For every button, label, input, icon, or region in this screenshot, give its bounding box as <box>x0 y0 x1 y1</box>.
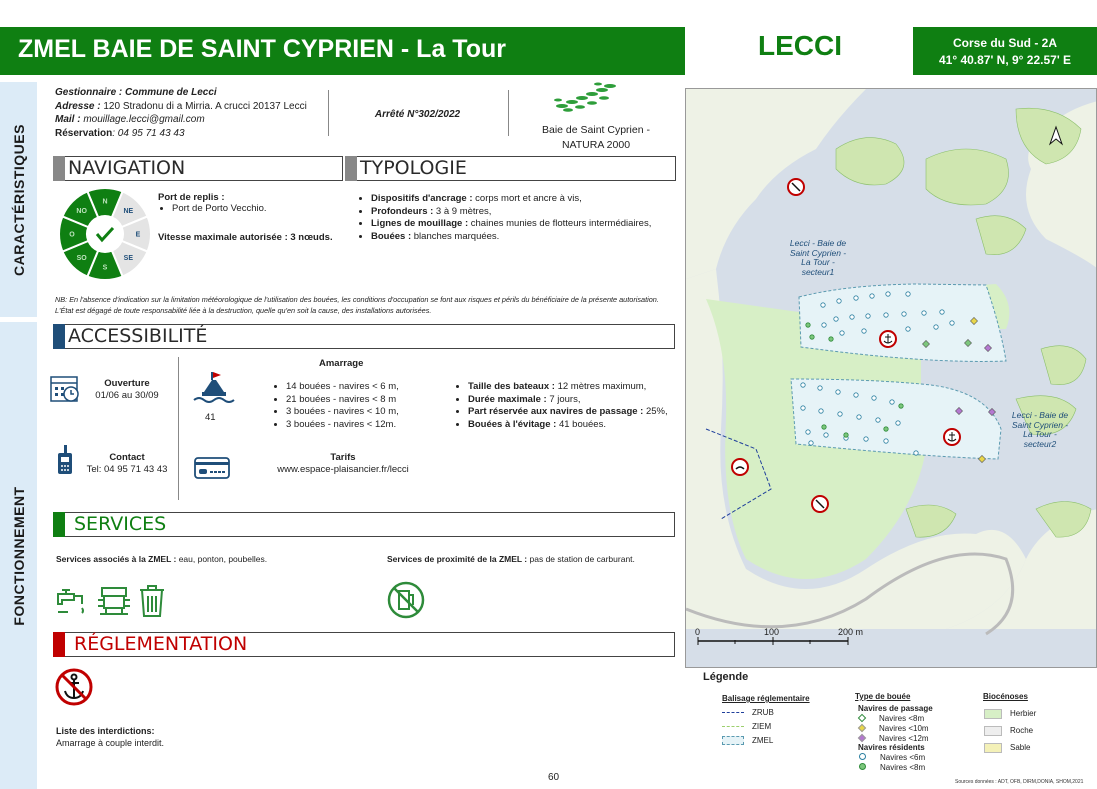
legend-roche: Roche <box>984 726 1036 743</box>
map-buoy <box>809 441 813 445</box>
map-buoy <box>822 425 826 429</box>
interdictions-value: Amarrage à couple interdit. <box>56 738 165 748</box>
map-buoy <box>896 421 900 425</box>
side-tab-caracteristiques <box>0 82 37 317</box>
legend-passage-12m: Navires <12m <box>859 734 929 744</box>
map-buoy <box>818 386 822 390</box>
map-buoy <box>876 418 880 422</box>
nb-note: NB: En l'absence d'indication sur la limitation météorologique de l'utilisation des bouées, les conditions d'occupation se font aux risques et périls du bénéficiaire de la présente autorisation. L'État est dégagé de toute responsabilité liée à la destruction, quelle qu'en soit la cause, des installations autorisées. <box>55 295 659 315</box>
map-buoy <box>837 299 841 303</box>
page-number: 60 <box>548 772 560 783</box>
legend-herbier: Herbier <box>984 709 1036 726</box>
side-tab-fonctionnement <box>0 322 37 789</box>
interdictions <box>56 725 164 749</box>
opening-dates: 01/06 au 30/09 <box>95 390 159 401</box>
rose-center <box>89 218 121 250</box>
harbour-rules-list <box>454 381 679 431</box>
map-buoy <box>854 296 858 300</box>
divider <box>508 90 509 136</box>
contact-label: Contact <box>109 452 145 463</box>
contact-phone: Tel: 04 95 71 43 43 <box>86 464 168 475</box>
map-buoy <box>862 329 866 333</box>
accessibilite-head: ACCESSIBILITÉ <box>53 324 675 349</box>
legend-title: Légende <box>703 671 749 683</box>
scale-200: 200 m <box>838 627 864 637</box>
page-title: ZMEL BAIE DE SAINT CYPRIEN - La Tour <box>0 27 685 75</box>
map-buoy <box>902 312 906 316</box>
rose-label: O <box>69 231 75 239</box>
map-buoy <box>838 412 842 416</box>
divider <box>328 90 329 136</box>
legend-balisage-title: Balisage réglementaire <box>722 694 810 703</box>
list-item: • 3 bouées - navires < 10 m, <box>286 406 442 419</box>
region-name: Corse du Sud - 2A <box>952 36 1057 50</box>
contact-block <box>84 452 170 476</box>
list-item: • Durée maximale : 7 jours, <box>468 394 679 407</box>
map-buoy <box>857 415 861 419</box>
interdictions-label: Liste des interdictions: <box>56 726 155 736</box>
map-buoy <box>872 396 876 400</box>
legend-resident-8m: Navires <8m <box>859 763 925 773</box>
map-buoy <box>836 390 840 394</box>
map-buoy <box>801 406 805 410</box>
manager: Gestionnaire : Commune de Lecci <box>55 87 217 98</box>
map-buoy <box>864 437 868 441</box>
rose-label: NE <box>123 208 134 216</box>
side-label-caracteristiques: CARACTÉRISTIQUES <box>10 123 27 276</box>
list-item: • 14 bouées - navires < 6 m, <box>286 381 442 394</box>
map-buoy <box>940 310 944 314</box>
reglementation-head: RÉGLEMENTATION <box>53 632 675 657</box>
legend-bouee-title: Type de bouée <box>855 692 911 701</box>
port-value: • Port de Porto Vecchio. <box>172 203 338 216</box>
legend-sources: Sources données : ADT, OFB, DIRM,DONIA, SHOM,2021 <box>955 779 1084 785</box>
map-buoy <box>870 294 874 298</box>
map <box>685 88 1097 668</box>
port-label: Port de replis : <box>158 192 225 203</box>
coordinates: 41° 40.87' N, 9° 22.57' E <box>938 53 1072 67</box>
legend-passage-title: Navires de passage <box>858 704 933 713</box>
tarifs-link: www.espace-plaisancier.fr/lecci <box>277 464 409 475</box>
map-buoy <box>914 451 918 455</box>
services-head: SERVICES <box>53 512 675 537</box>
amarrage-list <box>272 381 442 431</box>
map-buoy <box>899 404 903 408</box>
list-item: • Profondeurs : 3 à 9 mètres, <box>371 206 677 219</box>
map-buoy <box>806 430 810 434</box>
legend-sable: Sable <box>984 743 1036 760</box>
legend-passage-10m: Navires <10m <box>859 724 929 734</box>
natura-fish-logo <box>550 80 620 121</box>
scale-100: 100 <box>764 627 780 637</box>
map-buoy <box>886 292 890 296</box>
commune-name: LECCI <box>758 30 842 61</box>
map-buoy <box>906 327 910 331</box>
list-item: • Bouées à l'évitage : 41 bouées. <box>468 419 679 432</box>
list-item: • Taille des bateaux : 12 mètres maximum, <box>468 381 679 394</box>
buoy-icon <box>192 370 236 411</box>
legend-ziem: ZIEM <box>722 722 774 736</box>
map-buoy <box>829 337 833 341</box>
map-buoy <box>850 315 854 319</box>
rose-label: SE <box>123 254 134 262</box>
sector1-label: Lecci - Baie de Saint Cyprien - La Tour -secteur1 <box>789 238 847 277</box>
side-label-fonctionnement: FONCTIONNEMENT <box>10 485 27 626</box>
tarifs-label: Tarifs <box>330 452 356 463</box>
rose-label: SO <box>76 254 87 262</box>
map-buoy <box>890 400 894 404</box>
rose-label: NO <box>76 208 87 216</box>
buoy-count: 41 <box>205 412 216 423</box>
legend-bio-title: Biocénoses <box>983 692 1028 701</box>
address-line: Adresse : 120 Stradonu di a Mirria. A crucci 20137 Lecci <box>55 100 307 112</box>
legend-residents <box>859 753 925 773</box>
amarrage-label: Amarrage <box>319 358 364 369</box>
manager-info <box>55 86 325 140</box>
rose-label: E <box>135 231 141 239</box>
rose-label: N <box>102 198 108 206</box>
map-buoy <box>821 303 825 307</box>
map-buoy <box>854 393 858 397</box>
divider <box>178 357 179 500</box>
map-buoy <box>840 331 844 335</box>
legend-residents-title: Navires résidents <box>858 743 925 752</box>
services-assoc: Services associés à la ZMEL : eau, ponton, poubelles. <box>56 554 268 564</box>
list-item: • Dispositifs d'ancrage : corps mort et ancre à vis, <box>371 193 677 206</box>
natura-label: Baie de Saint Cyprien - NATURA 2000 <box>542 124 650 151</box>
map-buoy <box>819 409 823 413</box>
map-buoy <box>950 321 954 325</box>
map-buoy <box>806 323 810 327</box>
map-buoy <box>844 433 848 437</box>
no-anchoring-icon <box>54 667 94 712</box>
map-buoy <box>801 383 805 387</box>
pontoon-icon <box>96 584 132 623</box>
legend-passage-8m: Navires <8m <box>859 714 929 724</box>
map-buoy <box>834 317 838 321</box>
sector2-label: Lecci - Baie de Saint Cyprien - La Tour - secteur2 <box>1011 410 1069 449</box>
scale-0: 0 <box>695 627 701 637</box>
radio-icon <box>55 445 75 480</box>
credit-card-icon <box>194 456 230 485</box>
legend-zrub: ZRUB <box>722 708 774 722</box>
legend-balisage <box>722 708 774 750</box>
opening-block <box>85 378 169 402</box>
legend-zmel: ZMEL <box>722 736 774 750</box>
region-box <box>913 27 1097 75</box>
map-buoy <box>884 439 888 443</box>
navigation-info <box>158 192 338 243</box>
wind-rose <box>57 186 153 287</box>
no-fuel-icon <box>386 580 426 625</box>
legend-passage <box>859 714 929 744</box>
map-buoy <box>866 314 870 318</box>
map-buoy <box>810 335 814 339</box>
trash-icon <box>136 584 168 623</box>
list-item: • 3 bouées - navires < 12m. <box>286 419 442 432</box>
tarifs-block <box>258 452 428 476</box>
map-buoy <box>822 323 826 327</box>
reservation-line: Réservation: 04 95 71 43 43 <box>55 127 185 139</box>
typologie-head: TYPOLOGIE <box>345 156 676 181</box>
mail-line: Mail : mouillage.lecci@gmail.com <box>55 114 205 125</box>
services-prox: Services de proximité de la ZMEL : pas de station de carburant. <box>387 554 635 564</box>
legend-bio <box>984 709 1036 760</box>
arrete: Arrêté N°302/2022 <box>374 109 461 120</box>
rose-label: S <box>102 264 108 272</box>
map-buoy <box>884 313 888 317</box>
list-item: • Bouées : blanches marquées. <box>371 231 677 244</box>
list-item: • 21 bouées - navires < 8 m <box>286 394 442 407</box>
typologie-list <box>357 193 677 243</box>
legend-resident-6m: Navires <6m <box>859 753 925 763</box>
map-buoy <box>884 427 888 431</box>
list-item: • Part réservée aux navires de passage : 25%, <box>468 406 679 419</box>
water-tap-icon <box>54 584 90 623</box>
opening-label: Ouverture <box>104 378 150 389</box>
map-buoy <box>922 311 926 315</box>
navigation-head: NAVIGATION <box>53 156 343 181</box>
calendar-icon <box>49 372 81 409</box>
list-item: • Lignes de mouillage : chaines munies de flotteurs intermédiaires, <box>371 218 677 231</box>
map-buoy <box>906 292 910 296</box>
speed-limit: Vitesse maximale autorisée : 3 nœuds. <box>158 231 333 243</box>
map-buoy <box>934 325 938 329</box>
map-buoy <box>824 433 828 437</box>
